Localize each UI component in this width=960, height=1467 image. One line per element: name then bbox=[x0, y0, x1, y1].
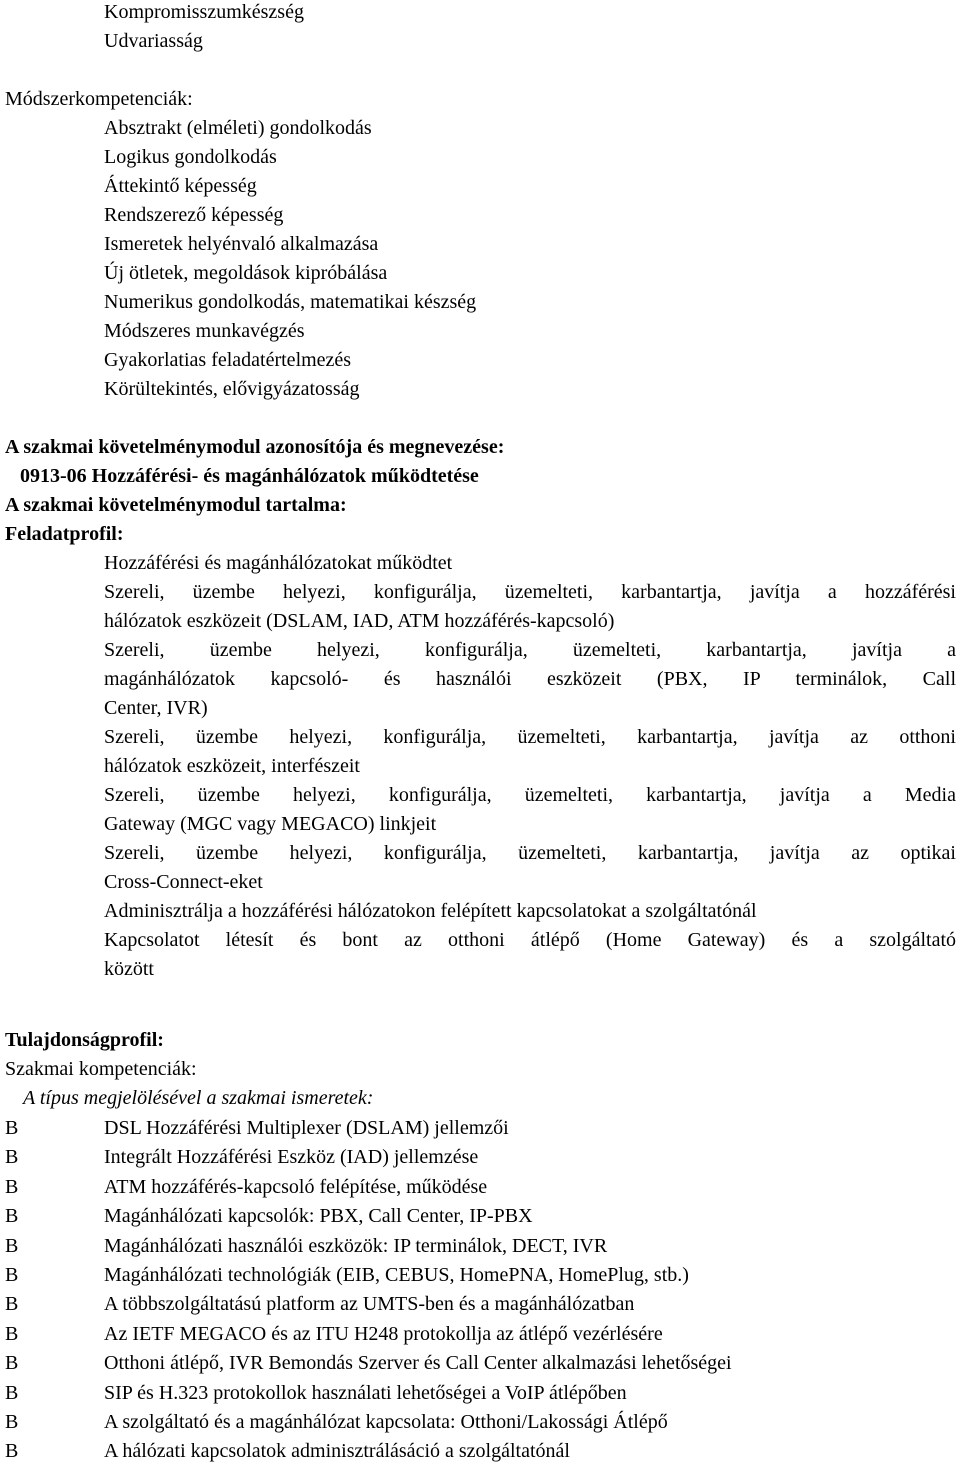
type-mark: B bbox=[5, 1205, 19, 1228]
type-mark: B bbox=[5, 1381, 19, 1404]
method-competencies-heading: Módszerkompetenciák: bbox=[5, 88, 193, 110]
type-mark: B bbox=[5, 1234, 19, 1257]
knowledge-item bbox=[0, 1173, 960, 1202]
method-item: Numerikus gondolkodás, matematikai készség bbox=[104, 291, 477, 313]
knowledge-text: Az IETF MEGACO és az ITU H248 protokollja az átlépő vezérlésére bbox=[104, 1322, 663, 1345]
type-mark: B bbox=[5, 1352, 19, 1375]
type-mark: B bbox=[5, 1146, 19, 1169]
method-item: Ismeretek helyénvaló alkalmazása bbox=[104, 233, 379, 255]
task-line: hálózatok eszközeit, interfészeit bbox=[104, 755, 360, 777]
knowledge-text: Magánhálózati kapcsolók: PBX, Call Center, IP-PBX bbox=[104, 1205, 533, 1228]
professional-competencies-heading: Szakmai kompetenciák: bbox=[5, 1058, 197, 1080]
type-mark: B bbox=[5, 1293, 19, 1316]
task-line: között bbox=[104, 958, 154, 980]
knowledge-item bbox=[0, 1320, 960, 1349]
method-item: Absztrakt (elméleti) gondolkodás bbox=[104, 117, 372, 139]
knowledge-item bbox=[0, 1143, 960, 1172]
task-line: Szereli, üzembe helyezi, konfigurálja, üzemelteti, karbantartja, javítja az optikai bbox=[104, 842, 956, 864]
module-content-heading: A szakmai követelménymodul tartalma: bbox=[5, 494, 347, 516]
property-profile-heading: Tulajdonságprofil: bbox=[5, 1029, 164, 1051]
task-line: Kapcsolatot létesít és bont az otthoni átlépő (Home Gateway) és a szolgáltató bbox=[104, 929, 956, 951]
method-item: Körültekintés, elővigyázatosság bbox=[104, 378, 360, 400]
module-id-heading: A szakmai követelménymodul azonosítója és megnevezése: bbox=[5, 436, 505, 458]
knowledge-item bbox=[0, 1408, 960, 1437]
method-item: Logikus gondolkodás bbox=[104, 146, 277, 168]
competency-item: Udvariasság bbox=[104, 30, 203, 52]
type-mark: B bbox=[5, 1410, 19, 1433]
knowledge-text: A hálózati kapcsolatok adminisztrálásáció a szolgáltatónál bbox=[104, 1440, 570, 1463]
task-line: Szereli, üzembe helyezi, konfigurálja, üzemelteti, karbantartja, javítja az otthoni bbox=[104, 726, 956, 748]
task-line: Szereli, üzembe helyezi, konfigurálja, üzemelteti, karbantartja, javítja a hozzáférési bbox=[104, 581, 956, 603]
knowledge-item bbox=[0, 1437, 960, 1466]
task-line: Szereli, üzembe helyezi, konfigurálja, üzemelteti, karbantartja, javítja a bbox=[104, 639, 956, 661]
method-item: Rendszerező képesség bbox=[104, 204, 284, 226]
method-item: Új ötletek, megoldások kipróbálása bbox=[104, 262, 388, 284]
task-profile-heading: Feladatprofil: bbox=[5, 523, 124, 545]
task-line: Center, IVR) bbox=[104, 697, 208, 719]
knowledge-text: DSL Hozzáférési Multiplexer (DSLAM) jellemzői bbox=[104, 1117, 509, 1139]
knowledge-text: Magánhálózati használói eszközök: IP terminálok, DECT, IVR bbox=[104, 1234, 608, 1257]
task-line: Szereli, üzembe helyezi, konfigurálja, üzemelteti, karbantartja, javítja a Media bbox=[104, 784, 956, 806]
task-line: Hozzáférési és magánhálózatokat működtet bbox=[104, 552, 453, 574]
task-line: Cross-Connect-eket bbox=[104, 871, 263, 893]
knowledge-item bbox=[0, 1232, 960, 1261]
knowledge-list bbox=[0, 1114, 960, 1467]
knowledge-item bbox=[0, 1261, 960, 1290]
task-line: hálózatok eszközeit (DSLAM, IAD, ATM hozzáférés-kapcsoló) bbox=[104, 610, 615, 632]
knowledge-item bbox=[0, 1202, 960, 1231]
knowledge-text: ATM hozzáférés-kapcsoló felépítése, működése bbox=[104, 1175, 488, 1198]
module-id-name: 0913-06 Hozzáférési- és magánhálózatok működtetése bbox=[20, 465, 479, 487]
type-mark: B bbox=[5, 1322, 19, 1345]
method-item: Áttekintő képesség bbox=[104, 175, 257, 197]
type-mark: B bbox=[5, 1175, 19, 1198]
task-line: Adminisztrálja a hozzáférési hálózatokon felépített kapcsolatokat a szolgáltatónál bbox=[104, 900, 757, 922]
knowledge-item bbox=[0, 1379, 960, 1408]
knowledge-item bbox=[0, 1114, 960, 1143]
task-line: magánhálózatok kapcsoló- és használói eszközeit (PBX, IP terminálok, Call bbox=[104, 668, 956, 690]
competency-item: Kompromisszumkészség bbox=[104, 1, 304, 23]
knowledge-text: Integrált Hozzáférési Eszköz (IAD) jellemzése bbox=[104, 1146, 479, 1169]
type-note: A típus megjelölésével a szakmai ismeretek: bbox=[23, 1087, 374, 1109]
type-mark: B bbox=[5, 1440, 19, 1463]
knowledge-text: Otthoni átlépő, IVR Bemondás Szerver és Call Center alkalmazási lehetőségei bbox=[104, 1352, 732, 1375]
type-mark: B bbox=[5, 1263, 19, 1286]
knowledge-item bbox=[0, 1349, 960, 1378]
method-item: Gyakorlatias feladatértelmezés bbox=[104, 349, 352, 371]
knowledge-item bbox=[0, 1290, 960, 1319]
task-line: Gateway (MGC vagy MEGACO) linkjeit bbox=[104, 813, 437, 835]
knowledge-text: A többszolgáltatású platform az UMTS-ben és a magánhálózatban bbox=[104, 1293, 635, 1316]
knowledge-text: A szolgáltató és a magánhálózat kapcsolata: Otthoni/Lakossági Átlépő bbox=[104, 1410, 668, 1433]
knowledge-text: Magánhálózati technológiák (EIB, CEBUS, HomePNA, HomePlug, stb.) bbox=[104, 1263, 689, 1286]
type-mark: B bbox=[5, 1117, 19, 1139]
knowledge-text: SIP és H.323 protokollok használati lehetőségei a VoIP átlépőben bbox=[104, 1381, 627, 1404]
method-item: Módszeres munkavégzés bbox=[104, 320, 305, 342]
